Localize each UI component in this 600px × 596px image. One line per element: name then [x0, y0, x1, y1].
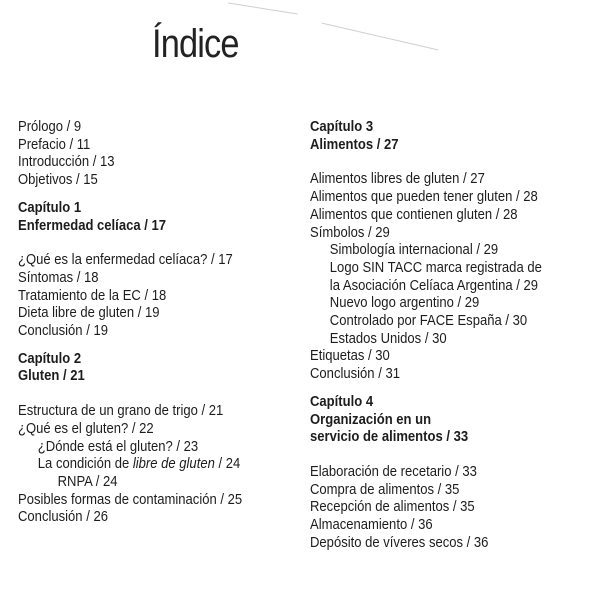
toc-subentry: RNPA / 24 [57, 473, 118, 490]
toc-subentry [18, 456, 279, 474]
toc-entry: Prólogo / 9 [18, 119, 82, 135]
toc-entry: Alimentos libres de gluten / 27 [310, 171, 485, 188]
toc-subentry: ¿Dónde está el gluten? / 23 [37, 438, 199, 455]
chapter-title: Organización en un [310, 411, 432, 428]
toc-entry: Depósito de víveres secos / 36 [310, 534, 489, 551]
toc-entry: Alimentos que pueden tener gluten / 28 [310, 189, 538, 206]
toc-subentry-prefix: La condición de [37, 456, 133, 473]
toc-subentry-suffix: / 24 [214, 456, 241, 473]
toc-entry: Almacenamiento / 36 [310, 517, 433, 534]
chapter-label: Capítulo 3 [310, 119, 374, 135]
toc-entry: Síntomas / 18 [18, 269, 99, 286]
toc-entry: Recepción de alimentos / 35 [310, 499, 475, 516]
toc-subentry: Controlado por FACE España / 30 [329, 313, 528, 330]
toc-subentry: Nuevo logo argentino / 29 [329, 295, 480, 312]
toc-entry: Compra de alimentos / 35 [310, 481, 460, 498]
toc-subentry-emphasis: libre de gluten [132, 456, 215, 473]
toc-entry: Objetivos / 15 [18, 172, 98, 189]
toc-entry: Elaboración de recetario / 33 [310, 463, 477, 480]
chapter-title: Alimentos / 27 [310, 136, 399, 153]
toc-entry: Símbolos / 29 [310, 224, 390, 241]
toc-left-column [18, 119, 308, 527]
toc-subentry: Simbología internacional / 29 [329, 242, 499, 259]
chapter-label: Capítulo 2 [18, 350, 82, 367]
toc-entry: Conclusión / 31 [310, 366, 400, 383]
chapter-title: Gluten / 21 [18, 368, 85, 385]
toc-entry: Introducción / 13 [18, 154, 115, 171]
toc-subentry: Estados Unidos / 30 [329, 330, 447, 347]
toc-entry: Etiquetas / 30 [310, 348, 390, 365]
chapter-title: servicio de alimentos / 33 [310, 429, 469, 446]
page-title: Índice [152, 22, 239, 66]
chapter-label: Capítulo 4 [310, 393, 374, 410]
chapter-label: Capítulo 1 [18, 199, 82, 216]
toc-entry: Estructura de un grano de trigo / 21 [18, 403, 224, 420]
toc-entry: Conclusión / 19 [18, 323, 108, 340]
scan-artifact-line [228, 3, 297, 15]
toc-entry: Conclusión / 26 [18, 509, 108, 526]
toc-entry: Tratamiento de la EC / 18 [18, 287, 167, 304]
toc-entry: Dieta libre de gluten / 19 [18, 305, 160, 322]
scan-artifact-line [321, 23, 438, 51]
toc-entry: Posibles formas de contaminación / 25 [18, 491, 243, 508]
toc-entry: ¿Qué es la enfermedad celíaca? / 17 [18, 252, 233, 269]
chapter-title: Enfermedad celíaca / 17 [18, 217, 166, 234]
toc-right-column [310, 119, 600, 552]
toc-entry: ¿Qué es el gluten? / 22 [18, 420, 154, 437]
toc-entry: Alimentos que contienen gluten / 28 [310, 206, 518, 223]
toc-subentry: Logo SIN TACC marca registrada de [329, 259, 542, 276]
toc-entry: Prefacio / 11 [18, 136, 91, 153]
toc-subentry: la Asociación Celíaca Argentina / 29 [329, 277, 539, 294]
